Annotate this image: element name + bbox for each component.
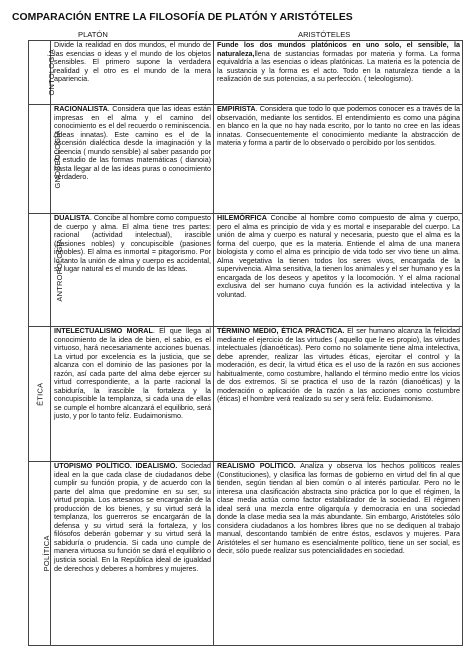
- plato-text: . Considera que las ideas están impresas en el alma y el camino del conocimiento es el del recuerdo o reminiscencia. (Ideas innatas). Este camino es el de la ascensión dialéctica desde la imaginación y la creencia ( mundo sensible) al saber pasando por el estudio de las formas matemáticas ( dianoia) hasta llegar al de las ideas puras o conocimiento verdadero.: [54, 104, 211, 182]
- aristoteles-text: Analiza y observa los hechos políticos reales (Constituciones), y clasifica las formas de gobierno en virtud del fin al que tienden, según tiendan al bien común o al interés particular. Pero no le interesa una clasificación abstracta sino práctica por lo que el régimen, la clase media actúa como factor estabilizador de la sociedad. El régimen ideal será una mezcla entre oligarquía y democracia en una sociedad donde la clase media sea la más abundante. Sin embargo, Aristóteles sólo considera ciudadanos a los hombres libres que no se dediquen al trabajo manual, descontando también de entre éstos, esclavos y mujeres. Para Aristóteles el ser humano es esencialmente político, tiene un ser social, es decir, sólo puede realizar sus potencialidades en sociedad.: [217, 461, 460, 556]
- page-title: COMPARACIÓN ENTRE LA FILOSOFÍA DE PLATÓN Y ARISTÓTELES: [12, 12, 353, 23]
- aristoteles-text: El ser humano alcanza la felicidad mediante el ejercicio de las virtudes ( aquello que le es propio), las virtudes intelectuales (dianoéticas). Pero como no solamente tiene alma intelectiva, debe aprender, realizar las virtudes éticas, ejercitar el control y la moderación, es decir, la virtud ética es el uso de la razón en sus acciones habitualmente, como costumbre, hallando el término medio entre los vicios de dos extremos. Si se practica el uso de la razón (dianoéticas) y la moderación o aplicación de la razón a las acciones como costumbre (éticas) el hombre verá realizado su ser y será feliz. Eudaimonismo.: [217, 326, 460, 404]
- aristoteles-heading: EMPIRISTA: [217, 104, 256, 113]
- column-header-plato: PLATÓN: [78, 30, 108, 39]
- aristoteles-text: . Considera que todo lo que podemos conocer es a través de la observación, mediante los sentidos. El entendimiento es como una página en blanco en la que no hay nada escrito, por lo tanto no cree en las ideas innatas. Consecuentemente el conocimiento mediante la abstracción de materia y forma a partir de lo observado o percibido por los sentidos.: [217, 104, 460, 148]
- comparison-table: [28, 40, 463, 646]
- row-label-cell: [29, 214, 65, 327]
- column-header-aristoteles: ARISTÓTELES: [298, 30, 351, 39]
- aristoteles-text: llena de sustancias formadas por materia y forma. La forma equivaldría a las esencias o ideas platónicas. La materia es la potencia de la sustancia y la forma es el acto. Todo en la naturaleza tiende a la realización de sus potencias, a su perfección. ( teleologismo).: [217, 48, 460, 84]
- row-label: GNOSEOLOGÍA: [52, 129, 62, 189]
- row-label-cell: [29, 462, 51, 646]
- table-row-gnoseologia: [29, 105, 463, 214]
- aristoteles-cell: [214, 327, 463, 462]
- plato-text: Sociedad ideal en la que cada clase de ciudadanos debe cumplir su función propia, y de acuerdo con la parte del alma que predomine en su ser, su virtud propia. Los artesanos se encargarán de la producción de los bienes, y su virtud será la templanza, los guerreros se encargarán de la defensa y su virtud será la fortaleza, y los filósofos deberán gobernar y su virtud será la sabiduría o prudencia. Si cada uno cumple de manera virtuosa su función se dará el equilibrio o justicia social. En la República ideal de igualdad de derechos y deberes a hombres y mujeres.: [54, 461, 211, 573]
- plato-text: . Concibe al hombre como compuesto de cuerpo y alma. El alma tiene tres partes: racional (actividad intelectual), irascible (pasiones nobles) y concupiscible (pasiones innobles). El alma es inmortal = pitagorismo. Por lo tanto la unión de alma y cuerpo es accidental, su lugar natural es el mundo de las Ideas.: [54, 213, 211, 274]
- plato-cell: [51, 462, 214, 646]
- plato-heading: UTOPISMO POLÍTICO. IDEALISMO.: [54, 461, 178, 470]
- plato-heading: RACIONALISTA: [54, 104, 108, 113]
- plato-cell: [51, 41, 214, 105]
- plato-text: Divide la realidad en dos mundos, el mundo de las esencias o ideas y el mundo de los objetos sensibles. El primero supone la verdadera realidad y el otro es el mundo de la mera apariencia.: [54, 40, 211, 84]
- row-label: ÉTICA: [35, 382, 45, 406]
- aristoteles-heading: Funde los dos mundos platónicos en uno solo, el sensible, la naturaleza,: [217, 40, 460, 58]
- row-label-cell: [29, 105, 62, 214]
- aristoteles-text: Concibe al hombre como compuesto de alma y cuerpo, pero el alma es principio de vida y es mortal e inseparable del cuerpo. La unión de alma y cuerpo es natural y necesaria, puesto que el alma es la forma del cuerpo, que es la materia. Entiende el alma de una manera biologista y como el alma es principio de vida todo ser vivo tiene un alma. Alma vegetativa la tienen todos los seres vivos, encargada de la supervivencia. Alma sensitiva, la tienen los animales y el ser humano y es la encargada de los deseos y apetitos y la locomoción. Y el alma racional exclusiva del ser humano cuya función es la actividad intelectiva y la voluntad.: [217, 213, 460, 299]
- plato-cell: [51, 214, 214, 327]
- row-label: POLÍTICA: [41, 535, 51, 572]
- aristoteles-heading: HILEMÓRFICA: [217, 213, 267, 222]
- row-label: ANTROPOLOGÍA: [55, 238, 65, 302]
- plato-cell: [51, 327, 214, 462]
- aristoteles-heading: REALISMO POLÍTICO.: [217, 461, 296, 470]
- row-label-cell: [29, 327, 51, 462]
- aristoteles-cell: [214, 105, 463, 214]
- table-row-etica: [29, 327, 463, 462]
- plato-heading: INTELECTUALISMO MORAL: [54, 326, 153, 335]
- row-label: ONTOLOGÍA: [46, 49, 56, 96]
- plato-cell: [51, 105, 214, 214]
- aristoteles-heading: TÉRMINO MEDIO, ÉTICA PRÁCTICA.: [217, 326, 345, 335]
- plato-text: . El que llega al conocimiento de la idea de bien, el sabio, es el virtuoso, hará necesariamente acciones buenas. La virtud por excelencia es la justicia, que se alcanza con el dominio de las pasiones por la razón, así cada parte del alma debe ejercer su virtud correspondiente, a la parte racional la sabiduría, la irascible la fortaleza y la concupiscible la templanza, si cada una de ellas se cumple el hombre alcanzará el equilibrio, será justo, y por lo tanto feliz. Eudaimonismo.: [54, 326, 211, 421]
- table-row-ontologia: [29, 41, 463, 105]
- table-row-antropologia: [29, 214, 463, 327]
- plato-heading: DUALISTA: [54, 213, 90, 222]
- row-label-cell: [29, 41, 56, 105]
- aristoteles-cell: [214, 214, 463, 327]
- aristoteles-cell: [214, 462, 463, 646]
- table-row-politica: [29, 462, 463, 646]
- aristoteles-cell: [214, 41, 463, 105]
